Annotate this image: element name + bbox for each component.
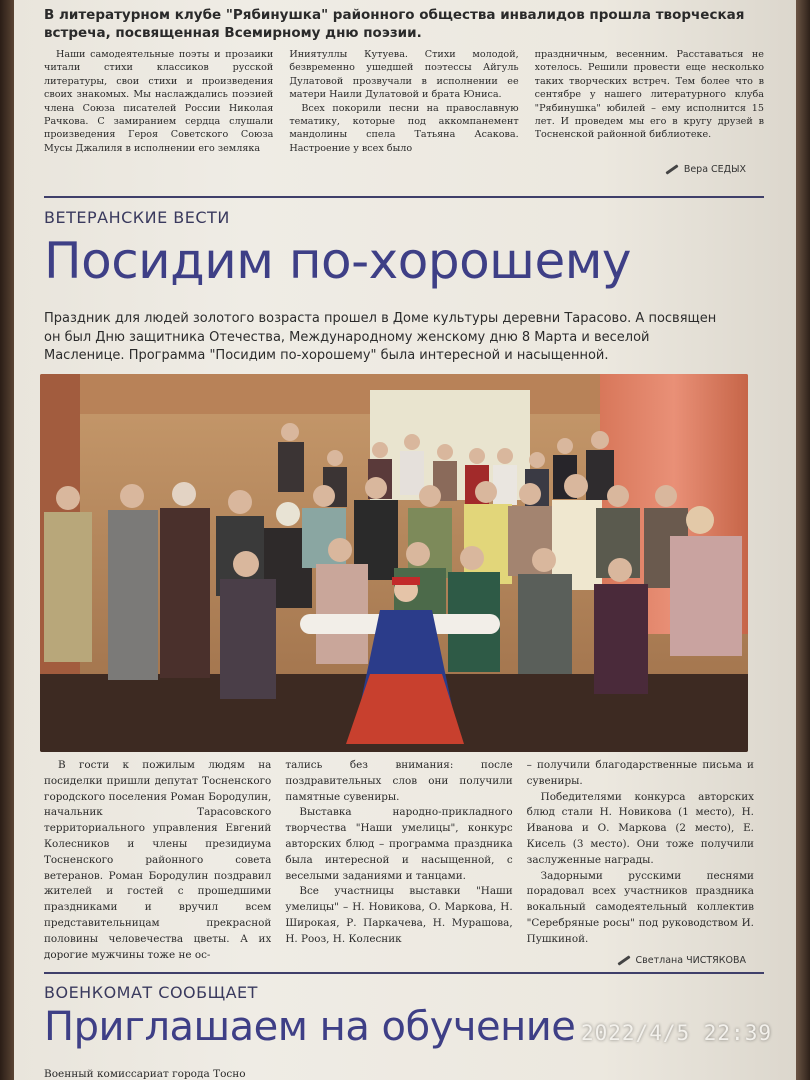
paragraph: Выставка народно-прикладного творчества "Наши умелицы", конкурс авторских блюд – программа праздника была интересной и насыщенной, с веселыми заданиями и танцами. <box>285 806 513 882</box>
section-divider <box>44 972 764 974</box>
main-article-byline <box>617 955 746 966</box>
main-article-column-2 <box>285 758 512 968</box>
main-article-column-1 <box>44 758 271 968</box>
paragraph: Победителями конкурса авторских блюд стали Н. Новикова (1 место), Н. Иванова и О. Маркова (2 место), Е. Кисель (3 место). Они тоже получили заслуженные награды. <box>526 790 754 866</box>
main-article-lead: Праздник для людей золотого возраста прошел в Доме культуры деревни Тарасово. А посвящен он был Дню защитника Отечества, Международному женскому дню 8 Марта и веселой Масленице. Программа "Посидим по-хорошему" была интересной и насыщенной. <box>44 311 717 363</box>
paragraph: праздничным, весенним. Расставаться не хотелось. Решили провести еще несколько таких творческих встреч. Тем более что в сентябре у нашего литературного клуба "Рябинушка" юбилей – ему исполнится 15 лет. И проведем мы его в кругу друзей в Тосненской районной библиотеке. <box>534 49 764 141</box>
paragraph: Все участницы выставки "Наши умелицы" – Н. Новикова, О. Маркова, Н. Широкая, Р. Паркачева, Н. Мурашова, Н. Рооз, Н. Колесник <box>285 885 513 945</box>
main-headline: Посидим по-хорошему <box>44 232 632 290</box>
group-photo <box>40 374 748 752</box>
top-article-columns <box>44 48 764 180</box>
pen-icon <box>617 955 630 965</box>
background-edge-right <box>796 0 810 1080</box>
paragraph: Иниятуллы Кутуева. Стихи молодой, безвременно ушедшей поэтессы Айгуль Дулатовой прозвучали в исполнении ее матери Наили Дулатовой и брата Юниса. <box>289 49 519 101</box>
paragraph: тались без внимания: после поздравительных слов они получили памятные сувениры. <box>285 759 513 803</box>
paragraph: Наши самодеятельные поэты и прозаики читали стихи классиков русской литературы, свои стихи и произведения своих знакомых. Мы наслаждались поэзией члена Союза писателей России Николая Рачкова. С замиранием сердца слушали произведения Героя Советского Союза Мусы Джалиля в исполнении его земляка <box>44 49 274 154</box>
newspaper-page <box>14 0 796 1080</box>
top-article-lead: В литературном клубе "Рябинушка" районного общества инвалидов прошла творческая встреча, посвященная Всемирному дню поэзии. <box>44 7 745 41</box>
author-name: Вера СЕДЫХ <box>683 164 746 175</box>
section-divider <box>44 196 764 198</box>
military-article-first-line: Военный комиссариат города Тосно <box>44 1068 246 1080</box>
paragraph: – получили благодарственные письма и сувениры. <box>526 759 754 787</box>
background-edge-left <box>0 0 14 1080</box>
top-article-byline <box>665 164 746 175</box>
main-article-columns <box>44 758 754 968</box>
top-article-column-2 <box>289 48 518 180</box>
photo-timestamp: 2022/4/5 22:39 <box>580 1021 772 1045</box>
top-article-column-1 <box>44 48 273 180</box>
paragraph: Всех покорили песни на православную тематику, которые под аккомпанемент мандолины спела Татьяна Асакова. Настроение у всех было <box>289 102 519 154</box>
paragraph: Задорными русскими песнями порадовал всех участников праздника вокальный самодеятельный коллектив "Серебряные росы" под руководством И. Пушкиной. <box>526 869 754 945</box>
author-name: Светлана ЧИСТЯКОВА <box>635 955 746 966</box>
top-article-column-3 <box>535 48 764 180</box>
main-article-column-3 <box>527 758 754 968</box>
group-photo-illustration <box>40 374 748 752</box>
military-headline: Приглашаем на обучение <box>44 1004 576 1050</box>
paragraph: В гости к пожилым людям на посиделки пришли депутат Тосненского городского поселения Роман Бородулин, начальник Тарасовского территориального управления Евгений Колесников и члены президиума Тосненского районного совета ветеранов. Роман Бородулин поздравил жителей и гостей с прошедшими праздниками и вручил всем представительницам прекрасной половины человечества цветы. А их дорогие мужчины тоже не ос- <box>44 759 272 961</box>
rubric-veterans: ВЕТЕРАНСКИЕ ВЕСТИ <box>44 208 230 227</box>
rubric-military: ВОЕНКОМАТ СООБЩАЕТ <box>44 983 258 1002</box>
pen-icon <box>665 164 678 174</box>
